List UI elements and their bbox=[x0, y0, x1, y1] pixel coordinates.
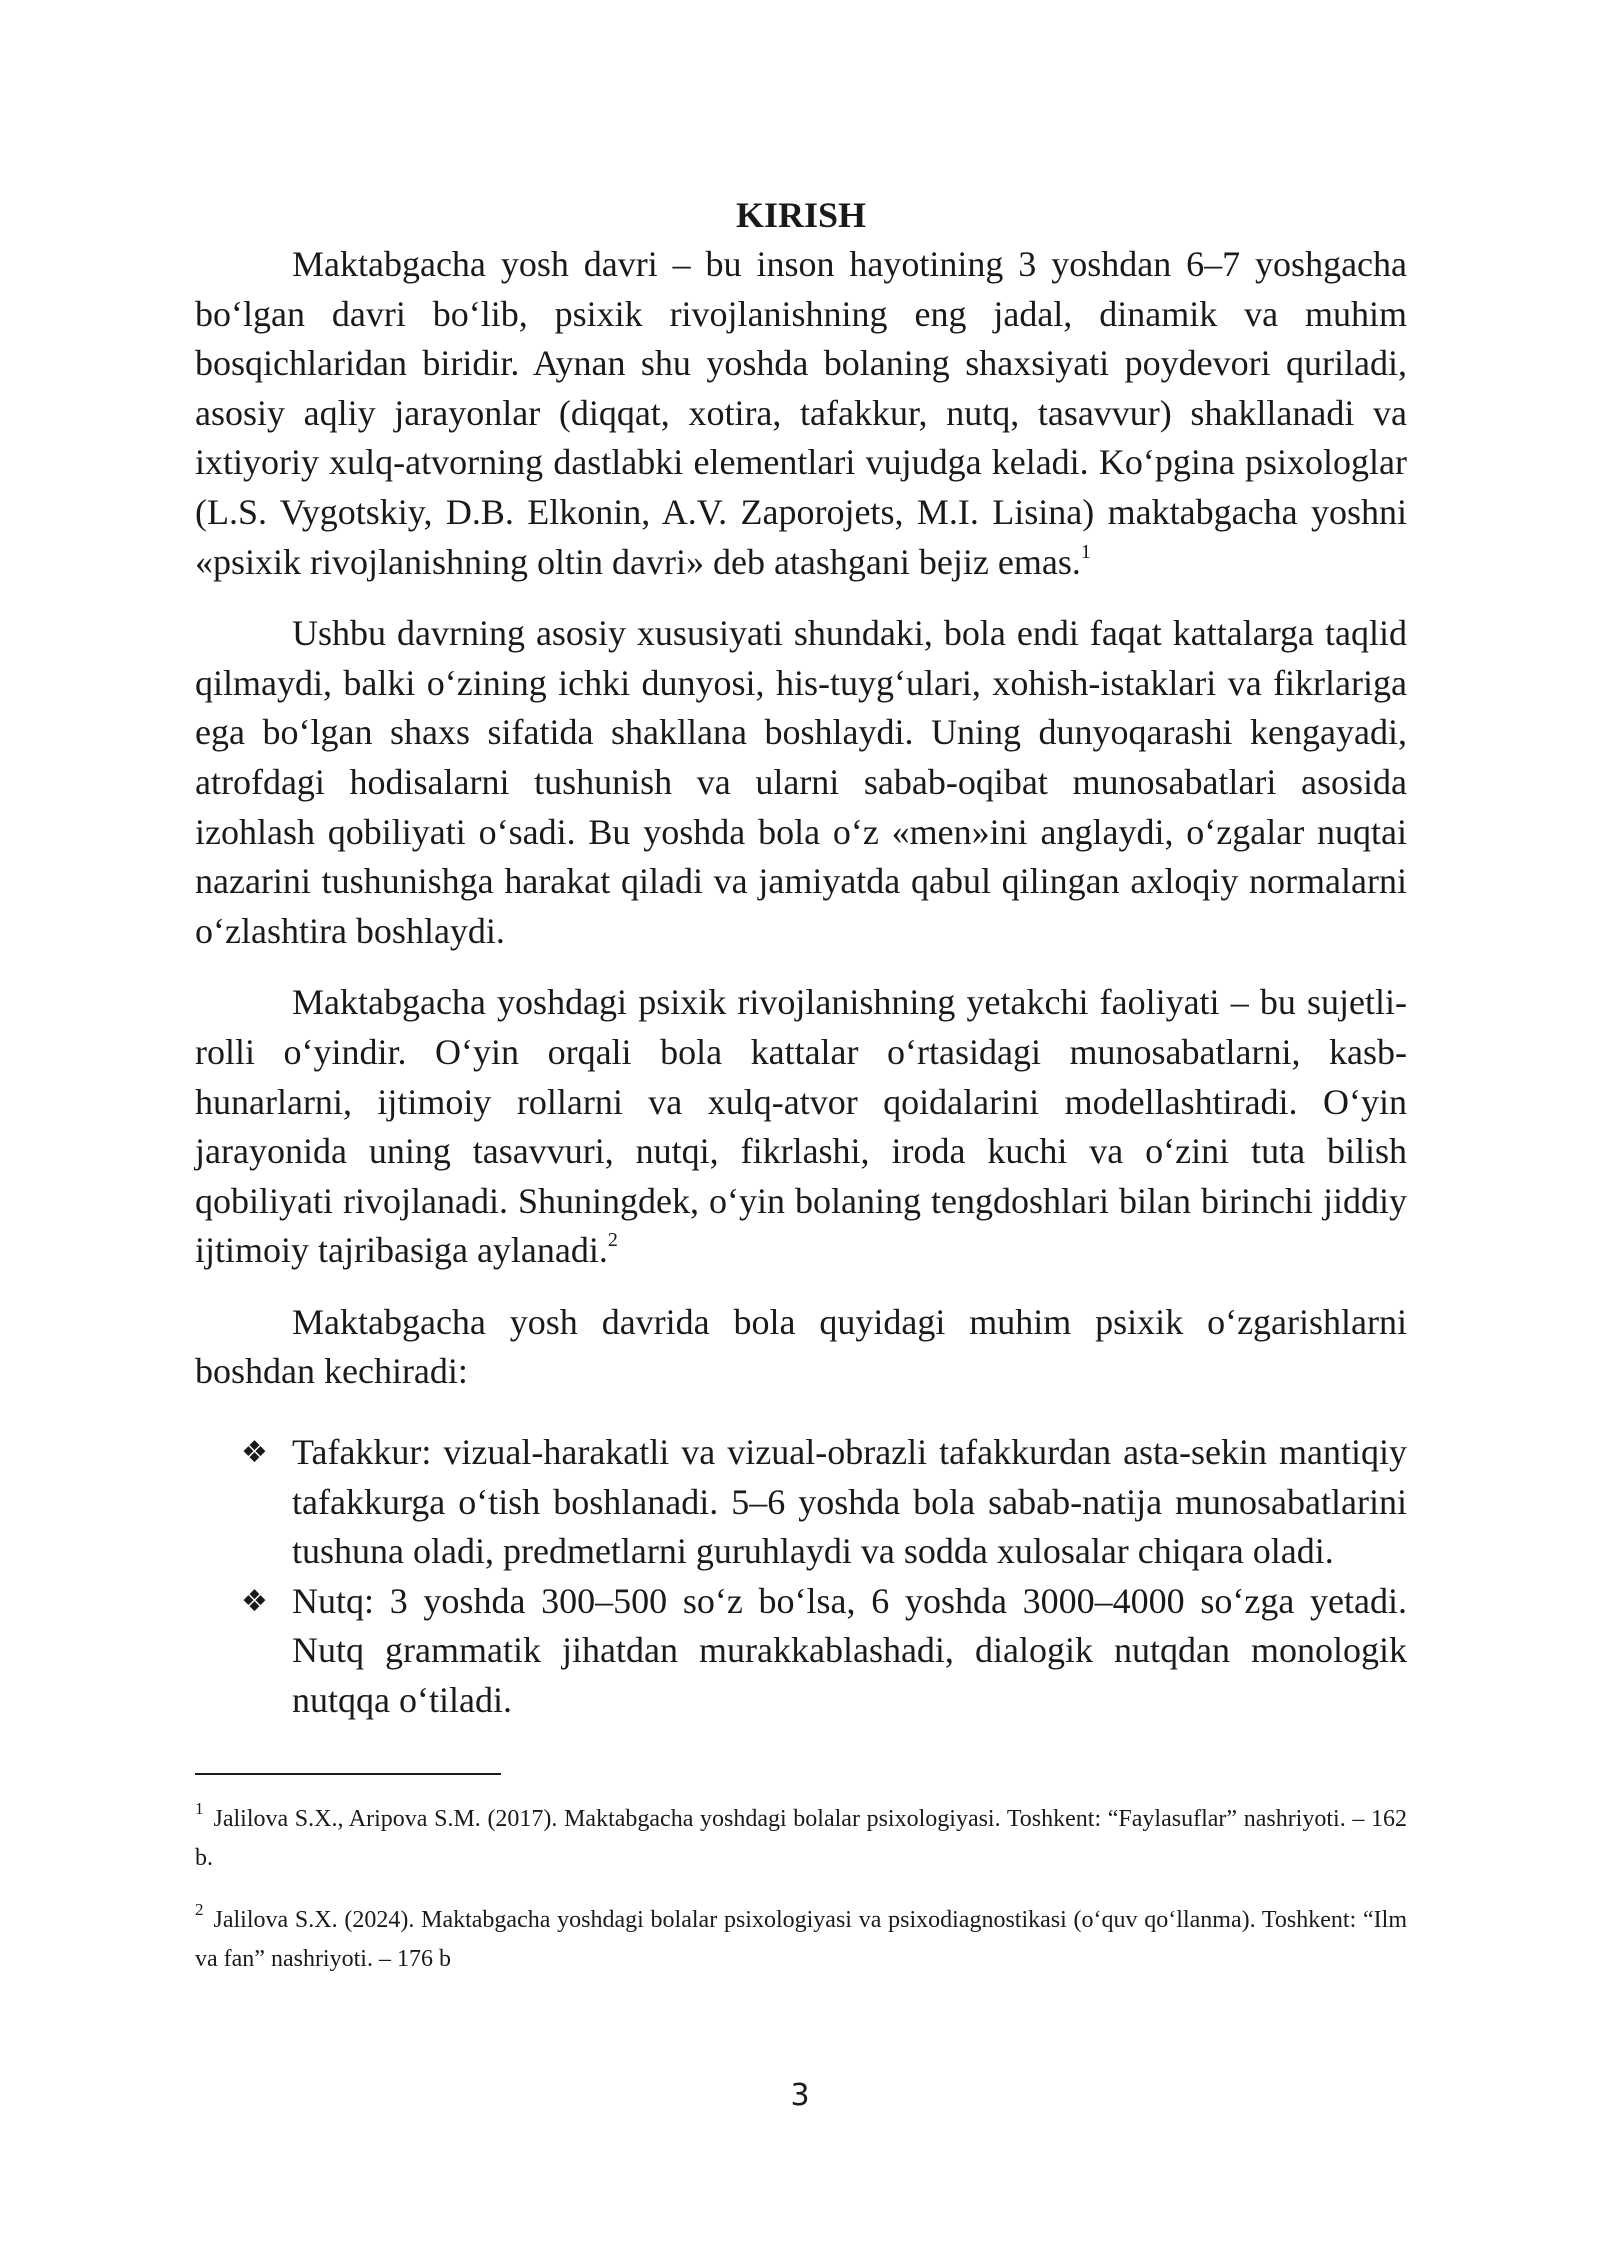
footnote-ref-1[interactable]: 1 bbox=[1080, 540, 1091, 563]
bullet-text-2: Nutq: 3 yoshda 300–500 soʻz boʻlsa, 6 yoshda 3000–4000 soʻzga yetadi. Nutq grammatik jihatdan murakkablashadi, dialogik nutqdan monologik nutqqa oʻtiladi. bbox=[292, 1580, 1407, 1721]
list-item bbox=[195, 1428, 1407, 1577]
list-item bbox=[195, 1577, 1407, 1726]
document-page bbox=[195, 190, 1407, 1979]
paragraph-4-text: Maktabgacha yosh davrida bola quyidagi muhim psixik oʻzgarishlarni boshdan kechiradi: bbox=[195, 1301, 1407, 1392]
paragraph-4 bbox=[195, 1298, 1407, 1397]
paragraph-1 bbox=[195, 240, 1407, 587]
footnote-mark-1: 1 bbox=[195, 1798, 204, 1818]
bullet-list bbox=[195, 1428, 1407, 1726]
paragraph-3 bbox=[195, 978, 1407, 1276]
footnote-1-text: Jalilova S.X., Aripova S.M. (2017). Maktabgacha yoshdagi bolalar psixologiyasi. Toshkent: “Faylasuflar” nashriyoti. – 162 b. bbox=[195, 1805, 1407, 1871]
footnote-2-text: Jalilova S.X. (2024). Maktabgacha yoshdagi bolalar psixologiyasi va psixodiagnostikasi (oʻquv qoʻllanma). Toshkent: “Ilm va fan” nashriyoti. – 176 b bbox=[195, 1906, 1407, 1972]
footnote-ref-2[interactable]: 2 bbox=[607, 1229, 618, 1252]
footnote-separator bbox=[195, 1773, 501, 1775]
footnote-2 bbox=[195, 1901, 1407, 1979]
bullet-text-1: Tafakkur: vizual-harakatli va vizual-obrazli tafakkurdan asta-sekin mantiqiy tafakkurga oʻtish boshlanadi. 5–6 yoshda bola sabab-natija munosabatlarini tushuna oladi, predmetlarni guruhlaydi va sodda xulosalar chiqara oladi. bbox=[292, 1432, 1407, 1572]
paragraph-2-text: Ushbu davrning asosiy xususiyati shundaki, bola endi faqat kattalarga taqlid qilmaydi, balki oʻzining ichki dunyosi, his-tuygʻulari, xohish-istaklari va fikrlariga ega boʻlgan shaxs sifatida shakllana boshlaydi. Uning dunyoqarashi kengayadi, atrofdagi hodisalarni tushunish va ularni sabab-oqibat munosabatlari asosida izohlash qobiliyati oʻsadi. Bu yoshda bola oʻz «men»ini anglaydi, oʻzgalar nuqtai nazarini tushunishga harakat qiladi va jamiyatda qabul qilingan axloqiy normalarni oʻzlashtira boshlaydi. bbox=[195, 613, 1407, 951]
footnote-mark-2: 2 bbox=[195, 1899, 204, 1919]
footnote-1 bbox=[195, 1800, 1407, 1878]
paragraph-1-text: Maktabgacha yosh davri – bu inson hayotining 3 yoshdan 6–7 yoshgacha boʻlgan davri boʻlib, psixik rivojlanishning eng jadal, dinamik va muhim bosqichlaridan biridir. Aynan shu yoshda bolaning shaxsiyati poydevori quriladi, asosiy aqliy jarayonlar (diqqat, xotira, tafakkur, nutq, tasavvur) shakllanadi va ixtiyoriy xulq-atvorning dastlabki elementlari vujudga keladi. Koʻpgina psixologlar (L.S. Vygotskiy, D.B. Elkonin, A.V. Zaporojets, M.I. Lisina) maktabgacha yoshni «psixik rivojlanishning oltin davri» deb atashgani bejiz emas. bbox=[195, 244, 1407, 582]
paragraph-2 bbox=[195, 609, 1407, 956]
paragraph-3-text: Maktabgacha yoshdagi psixik rivojlanishning yetakchi faoliyati – bu sujetli-rolli oʻyindir. Oʻyin orqali bola kattalar oʻrtasidagi munosabatlarni, kasb-hunarlarni, ijtimoiy rollarni va xulq-atvor qoidalarini modellashtiradi. Oʻyin jarayonida uning tasavvuri, nutqi, fikrlashi, iroda kuchi va oʻzini tuta bilish qobiliyati rivojlanadi. Shuningdek, oʻyin bolaning tengdoshlari bilan birinchi jiddiy ijtimoiy tajribasiga aylanadi. bbox=[195, 982, 1407, 1271]
four-diamond-bullet-icon: ❖ bbox=[241, 1435, 268, 1471]
four-diamond-bullet-icon: ❖ bbox=[241, 1583, 268, 1619]
page-number: 3 bbox=[790, 2078, 810, 2113]
page-title: KIRISH bbox=[735, 195, 867, 235]
